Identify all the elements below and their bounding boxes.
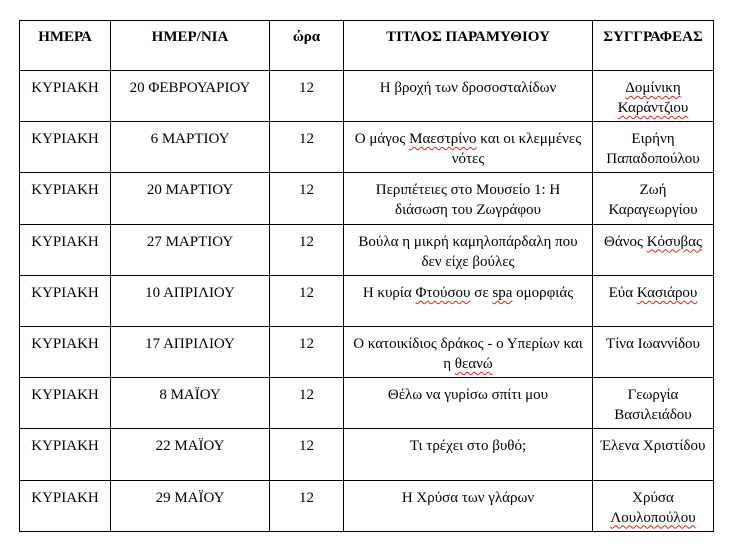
spellcheck-flagged-word: Μαεστρίνο (409, 131, 477, 148)
table-row (20, 173, 714, 224)
cell-time: 12 (270, 224, 344, 275)
cell-date: 20 ΦΕΒΡΟΥΑΡΙΟΥ (111, 71, 270, 122)
cell-day: ΚΥΡΙΑΚΗ (20, 71, 111, 122)
text-segment: Η βροχή των δροσοσταλίδων (379, 80, 557, 96)
cell-time: 12 (270, 429, 344, 480)
cell-title (344, 378, 593, 429)
text-segment: ομορφιάς (512, 284, 574, 301)
cell-date: 20 ΜΑΡΤΙΟΥ (111, 173, 270, 224)
cell-date: 17 ΑΠΡΙΛΙΟΥ (111, 326, 270, 377)
text-segment: Ζωή Καραγεωργίου (608, 182, 698, 219)
header-time: ώρα (270, 21, 344, 71)
spellcheck-flagged-word: Καράντζιου (617, 100, 689, 116)
cell-title (344, 326, 593, 377)
table-row (20, 122, 714, 173)
text-segment: Χρύσα (632, 489, 674, 506)
text-segment: και οι κλεμμένες νότες (451, 131, 582, 168)
cell-day: ΚΥΡΙΑΚΗ (20, 326, 111, 377)
text-segment: Θάνος (604, 233, 647, 250)
cell-author (593, 326, 714, 377)
spellcheck-flagged-word: Λουλοπούλου (610, 509, 696, 526)
cell-title (344, 224, 593, 275)
spellcheck-flagged-word: Κασιάρου (636, 284, 698, 301)
header-title: ΤΙΤΛΟΣ ΠΑΡΑΜΥΘΙΟΥ (344, 21, 593, 71)
cell-author (593, 275, 714, 326)
table-row (20, 275, 714, 326)
header-author: ΣΥΓΓΡΑΦΕΑΣ (593, 21, 714, 71)
text-segment: Τίνα Ιωαννίδου (606, 335, 700, 352)
text-segment: Ο μάγος (354, 131, 410, 148)
header-row (20, 21, 714, 71)
cell-day: ΚΥΡΙΑΚΗ (20, 224, 111, 275)
cell-author (593, 429, 714, 480)
cell-date: 22 ΜΑΪΟΥ (111, 429, 270, 480)
cell-time: 12 (270, 275, 344, 326)
spellcheck-flagged-word: Φτούσου (415, 284, 471, 301)
table-row (20, 480, 714, 531)
text-segment: Περιπέτειες στο Μουσείο 1: Η διάσωση του Ζωγράφου (375, 182, 561, 219)
table-row (20, 326, 714, 377)
cell-day: ΚΥΡΙΑΚΗ (20, 480, 111, 531)
cell-author (593, 480, 714, 531)
table-body (20, 71, 714, 532)
cell-date: 29 ΜΑΪΟΥ (111, 480, 270, 531)
text-segment: Θέλω να γυρίσω σπίτι μου (387, 387, 549, 404)
cell-time: 12 (270, 480, 344, 531)
text-segment: Ο κατοικίδιος δράκος - ο Υπερίων και η (353, 335, 583, 372)
text-segment: σε (470, 284, 493, 301)
cell-date: 8 ΜΑΪΟΥ (111, 378, 270, 429)
table-row (20, 71, 714, 122)
cell-day: ΚΥΡΙΑΚΗ (20, 429, 111, 480)
table-row (20, 378, 714, 429)
cell-title (344, 480, 593, 531)
cell-title (344, 429, 593, 480)
cell-author (593, 378, 714, 429)
header-day: ΗΜΕΡΑ (20, 21, 111, 71)
text-segment: Εύα (608, 284, 637, 301)
text-segment: Η κυρία (362, 284, 416, 301)
text-segment: Η Χρύσα των γλάρων (401, 489, 535, 506)
cell-date: 6 ΜΑΡΤΙΟΥ (111, 122, 270, 173)
cell-day: ΚΥΡΙΑΚΗ (20, 173, 111, 224)
cell-day: ΚΥΡΙΑΚΗ (20, 122, 111, 173)
cell-time: 12 (270, 71, 344, 122)
cell-author (593, 71, 714, 122)
text-segment: Έλενα Χριστίδου (600, 438, 706, 455)
cell-day: ΚΥΡΙΑΚΗ (20, 275, 111, 326)
cell-title (344, 275, 593, 326)
spellcheck-flagged-word: Δομίνικη (625, 80, 681, 96)
text-segment: Γεωργία Βασιλειάδου (614, 387, 692, 424)
cell-title (344, 122, 593, 173)
cell-time: 12 (270, 326, 344, 377)
text-segment: Βούλα η μικρή καμηλοπάρδαλη που δεν είχε βούλες (358, 233, 578, 270)
cell-date: 27 ΜΑΡΤΙΟΥ (111, 224, 270, 275)
cell-time: 12 (270, 122, 344, 173)
cell-time: 12 (270, 378, 344, 429)
cell-time: 12 (270, 173, 344, 224)
table-row (20, 429, 714, 480)
text-segment: Ειρήνη Παπαδοπούλου (606, 131, 700, 168)
spellcheck-flagged-word: spa (492, 284, 513, 301)
cell-author (593, 173, 714, 224)
cell-author (593, 224, 714, 275)
cell-author (593, 122, 714, 173)
cell-title (344, 173, 593, 224)
schedule-table (19, 20, 714, 532)
cell-day: ΚΥΡΙΑΚΗ (20, 378, 111, 429)
cell-date: 10 ΑΠΡΙΛΙΟΥ (111, 275, 270, 326)
table-row (20, 224, 714, 275)
spellcheck-flagged-word: θεανώ (454, 355, 493, 372)
cell-title (344, 71, 593, 122)
spellcheck-flagged-word: Κόσυβας (646, 233, 702, 250)
header-date: ΗΜΕΡ/ΝΙΑ (111, 21, 270, 71)
text-segment: Τι τρέχει στο βυθό; (409, 438, 527, 455)
